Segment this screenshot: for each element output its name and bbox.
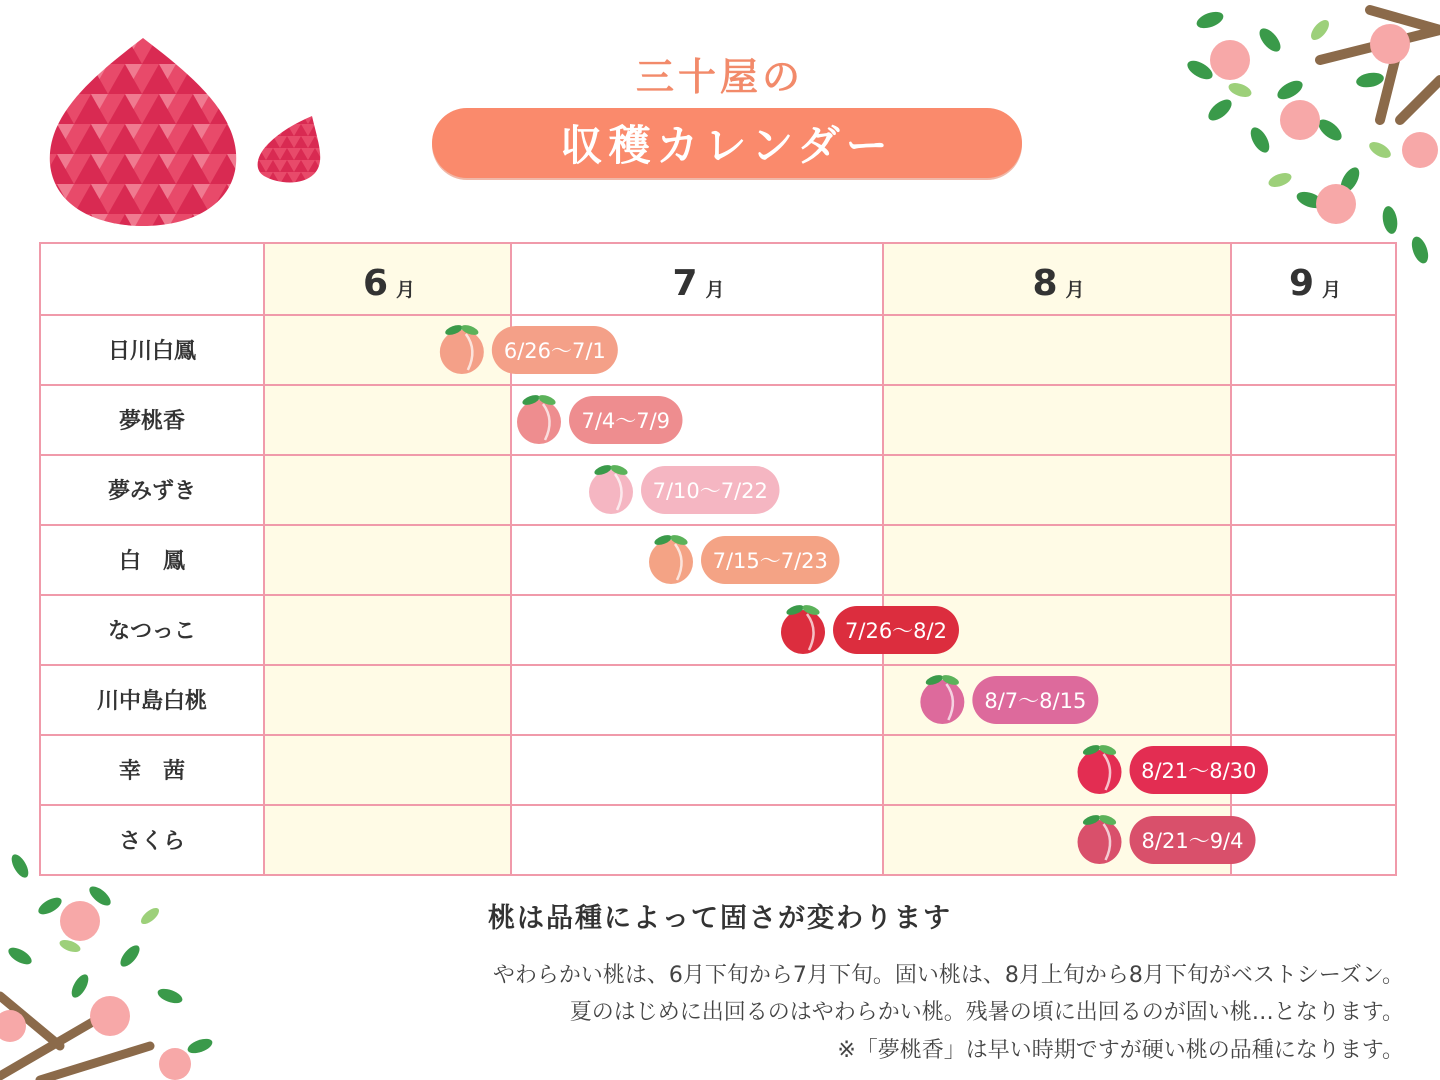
month-header-7: 7 <box>672 263 698 304</box>
peach-icon <box>649 533 693 584</box>
peach-icon <box>517 393 561 444</box>
variety-label: 白 鳳 <box>118 549 186 574</box>
period-label: 6/26〜7/1 <box>503 339 606 363</box>
month-header-9: 9 <box>1288 263 1315 304</box>
period-label: 7/4〜7/9 <box>581 409 671 433</box>
peach-icon <box>781 603 825 654</box>
variety-label: 夢桃香 <box>118 409 186 434</box>
period-label: 7/10〜7/22 <box>652 479 768 503</box>
month-header-8: 8 <box>1032 263 1058 304</box>
note-heading: 桃は品種によって固さが変わります <box>488 903 952 934</box>
variety-label: さくら <box>118 829 186 854</box>
variety-label: 川中島白桃 <box>96 689 208 714</box>
peach-icon <box>1078 813 1122 864</box>
peach-icon <box>440 323 484 374</box>
month-unit-label: 月 <box>1065 279 1085 301</box>
note-line-3: ※「夢桃香」は早い時期ですが硬い桃の品種になります。 <box>837 1038 1404 1063</box>
peach-icon <box>1078 743 1122 794</box>
note-line-1: やわらかい桃は、6月下旬から7月下旬。固い桃は、8月上旬から8月下旬がベストシーズン。 <box>492 963 1404 988</box>
period-label: 7/26〜8/2 <box>845 619 947 643</box>
variety-label: なつっこ <box>108 619 196 644</box>
period-label: 8/7〜8/15 <box>984 689 1087 713</box>
peach-icon <box>920 673 964 724</box>
month-unit-label: 月 <box>395 279 416 301</box>
variety-label: 日川白鳳 <box>107 339 197 364</box>
month-header-6: 6 <box>362 263 389 304</box>
month-unit-label: 月 <box>1321 279 1342 301</box>
calendar-title: 収穫カレンダー <box>432 108 1022 178</box>
peach-icon <box>589 463 633 514</box>
variety-label: 幸 茜 <box>118 759 186 784</box>
period-label: 8/21〜9/4 <box>1141 829 1244 853</box>
variety-label: 夢みずき <box>107 479 197 504</box>
month-unit-label: 月 <box>705 279 725 301</box>
period-label: 7/15〜7/23 <box>712 549 828 573</box>
period-label: 8/21〜8/30 <box>1141 759 1257 783</box>
note-line-2: 夏のはじめに出回るのはやわらかい桃。残暑の頃に出回るのが固い桃…となります。 <box>569 1000 1404 1025</box>
title-sub: 三十屋の <box>635 55 804 99</box>
